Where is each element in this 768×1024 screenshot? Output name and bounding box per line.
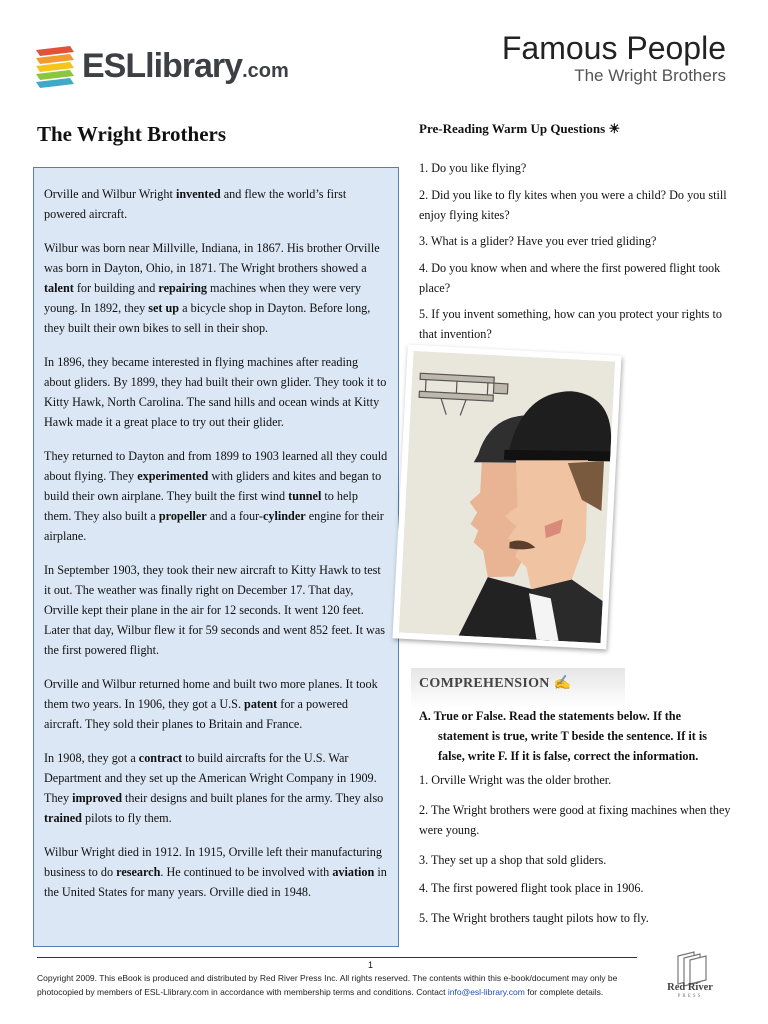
vocabulary-word: improved	[72, 791, 122, 805]
copyright-text: Copyright 2009. This eBook is produced and distributed by Red River Press Inc. All rights reserved. The contents within this e-book/document may only be photocopied by members of ESL-Llibrary.com in accordance with membership terms and conditions. Contact	[37, 973, 618, 997]
instruction-line: A. True or False. Read the statements below. If the	[419, 709, 681, 723]
category-subtitle: The Wright Brothers	[574, 66, 726, 85]
page-number: 1	[368, 960, 374, 970]
contact-email-link[interactable]: info@esl-library.com	[447, 987, 525, 997]
wright-brothers-illustration	[392, 345, 621, 650]
paragraph-text: Wilbur Wright died in 1912. In 1915, Orville left their manufacturing business to do	[44, 845, 382, 879]
warmup-question: 5. If you invent something, how can you protect your rights to that invention?	[419, 307, 722, 341]
vocabulary-word: propeller	[158, 509, 207, 523]
book-stack-icon	[34, 42, 78, 88]
paragraph-text: Orville and Wilbur returned home and built two more planes. It took them two years. In 1906, they got a U.S.	[44, 677, 378, 711]
vocabulary-word: contract	[138, 751, 183, 765]
vocabulary-word: repairing	[158, 281, 207, 295]
vocabulary-word: cylinder	[262, 509, 306, 523]
paragraph-text: and a four-	[206, 509, 263, 523]
paragraph-text: pilots to fly them.	[81, 811, 172, 825]
paragraph-text: In September 1903, they took their new aircraft to Kitty Hawk to test it out. The weather was finally right on December 17. That day, Orville kept their plane in the air for 12 seconds. It went 120 feet. Later that day, Wilbur flew it for 59 seconds and went 852 feet. It was the first powered flight.	[44, 563, 385, 657]
publisher-name: Red River	[667, 982, 713, 993]
paragraph-text: their designs and built planes for the army. They also	[121, 791, 384, 805]
category-title: Famous People	[501, 30, 726, 66]
vocabulary-word: aviation	[332, 865, 375, 879]
paragraph-text: In 1908, they got a	[44, 751, 139, 765]
paragraph-text: for building and	[73, 281, 159, 295]
paragraph-text: In 1896, they became interested in flying machines after reading about gliders. By 1899, they had built their own glider. They took it to Kitty Hawk, North Carolina. The sand hills and ocean winds at Kitty Hawk made it a great place to try out their glider.	[44, 355, 387, 429]
vocabulary-word: experimented	[137, 469, 209, 483]
vocabulary-word: research	[116, 865, 161, 879]
paragraph-text: with gliders and kites and began to build their own airplane. They built the first wind	[44, 469, 382, 503]
paragraph-text: in the United States for many years. Orville died in 1948.	[44, 865, 387, 899]
reading-paragraph	[44, 674, 388, 734]
copyright-notice	[37, 971, 657, 999]
warmup-question: 4. Do you know when and where the first powered flight took place?	[419, 261, 721, 295]
paragraph-text: to build aircrafts for the U.S. War Department and they set up the American Wright Company in 1909. They	[44, 751, 377, 805]
logo-suffix: .com	[242, 60, 289, 82]
paragraph-text: Orville and Wilbur Wright	[44, 187, 176, 201]
comprehension-statement: 5. The Wright brothers taught pilots how to fly.	[419, 911, 649, 925]
paragraph-text: machines when they were very young. In 1892, they	[44, 281, 361, 315]
paragraph-text: . He continued to be involved with	[160, 865, 333, 879]
instruction-rest: statement is true, write T beside the sentence. If it is false, write F. If it is false, correct the information.	[438, 729, 707, 763]
paragraph-text: and flew the world’s first powered aircraft.	[44, 187, 347, 221]
vocabulary-word: set up	[148, 301, 180, 315]
vocabulary-word: tunnel	[288, 489, 322, 503]
reading-paragraph	[44, 184, 388, 224]
paragraph-text: for a powered aircraft. They sold their planes to Britain and France.	[44, 697, 348, 731]
warmup-title: Pre-Reading Warm Up Questions ☀	[419, 121, 621, 136]
paragraph-text: engine for their airplane.	[44, 509, 384, 543]
reading-paragraph	[44, 560, 388, 660]
page-title: The Wright Brothers	[37, 122, 227, 146]
comprehension-statement: 1. Orville Wright was the older brother.	[419, 773, 612, 787]
paragraph-text: to help them. They also built a	[44, 489, 358, 523]
warmup-question: 3. What is a glider? Have you ever tried gliding?	[419, 234, 657, 248]
reading-paragraph	[44, 842, 388, 902]
warmup-question: 2. Did you like to fly kites when you were a child? Do you still enjoy flying kites?	[419, 188, 727, 222]
reading-paragraph	[44, 352, 388, 432]
warmup-question: 1. Do you like flying?	[419, 161, 527, 175]
vocabulary-word: trained	[44, 811, 82, 825]
vocabulary-word: invented	[175, 187, 221, 201]
reading-paragraph	[44, 748, 388, 828]
vocabulary-word: talent	[44, 281, 74, 295]
paragraph-text: a bicycle shop in Dayton. Before long, they built their own bikes to sell in their shop.	[44, 301, 371, 335]
esl-library-logo	[34, 40, 289, 92]
comprehension-title: COMPREHENSION ✍	[419, 676, 572, 691]
logo-wordmark: ESLlibrary	[82, 47, 243, 85]
vocabulary-word: patent	[244, 697, 278, 711]
publisher-press: PRESS	[677, 994, 703, 999]
reading-paragraph	[44, 238, 388, 338]
comprehension-instruction	[419, 706, 719, 766]
comprehension-statement: 3. They set up a shop that sold gliders.	[419, 853, 607, 867]
copyright-text-end: for complete details.	[524, 987, 604, 997]
reading-paragraph	[44, 446, 388, 546]
comprehension-statement: 4. The first powered flight took place in 1906.	[419, 881, 644, 895]
comprehension-statement: 2. The Wright brothers were good at fixing machines when they were young.	[419, 803, 731, 837]
footer-divider	[37, 957, 637, 958]
paragraph-text: They returned to Dayton and from 1899 to 1903 learned all they could about flying. They	[44, 449, 388, 483]
paragraph-text: Wilbur was born near Millville, Indiana, in 1867. His brother Orville was born in Dayton, Ohio, in 1871. The Wright brothers showed a	[44, 241, 380, 275]
reading-passage	[33, 167, 399, 947]
